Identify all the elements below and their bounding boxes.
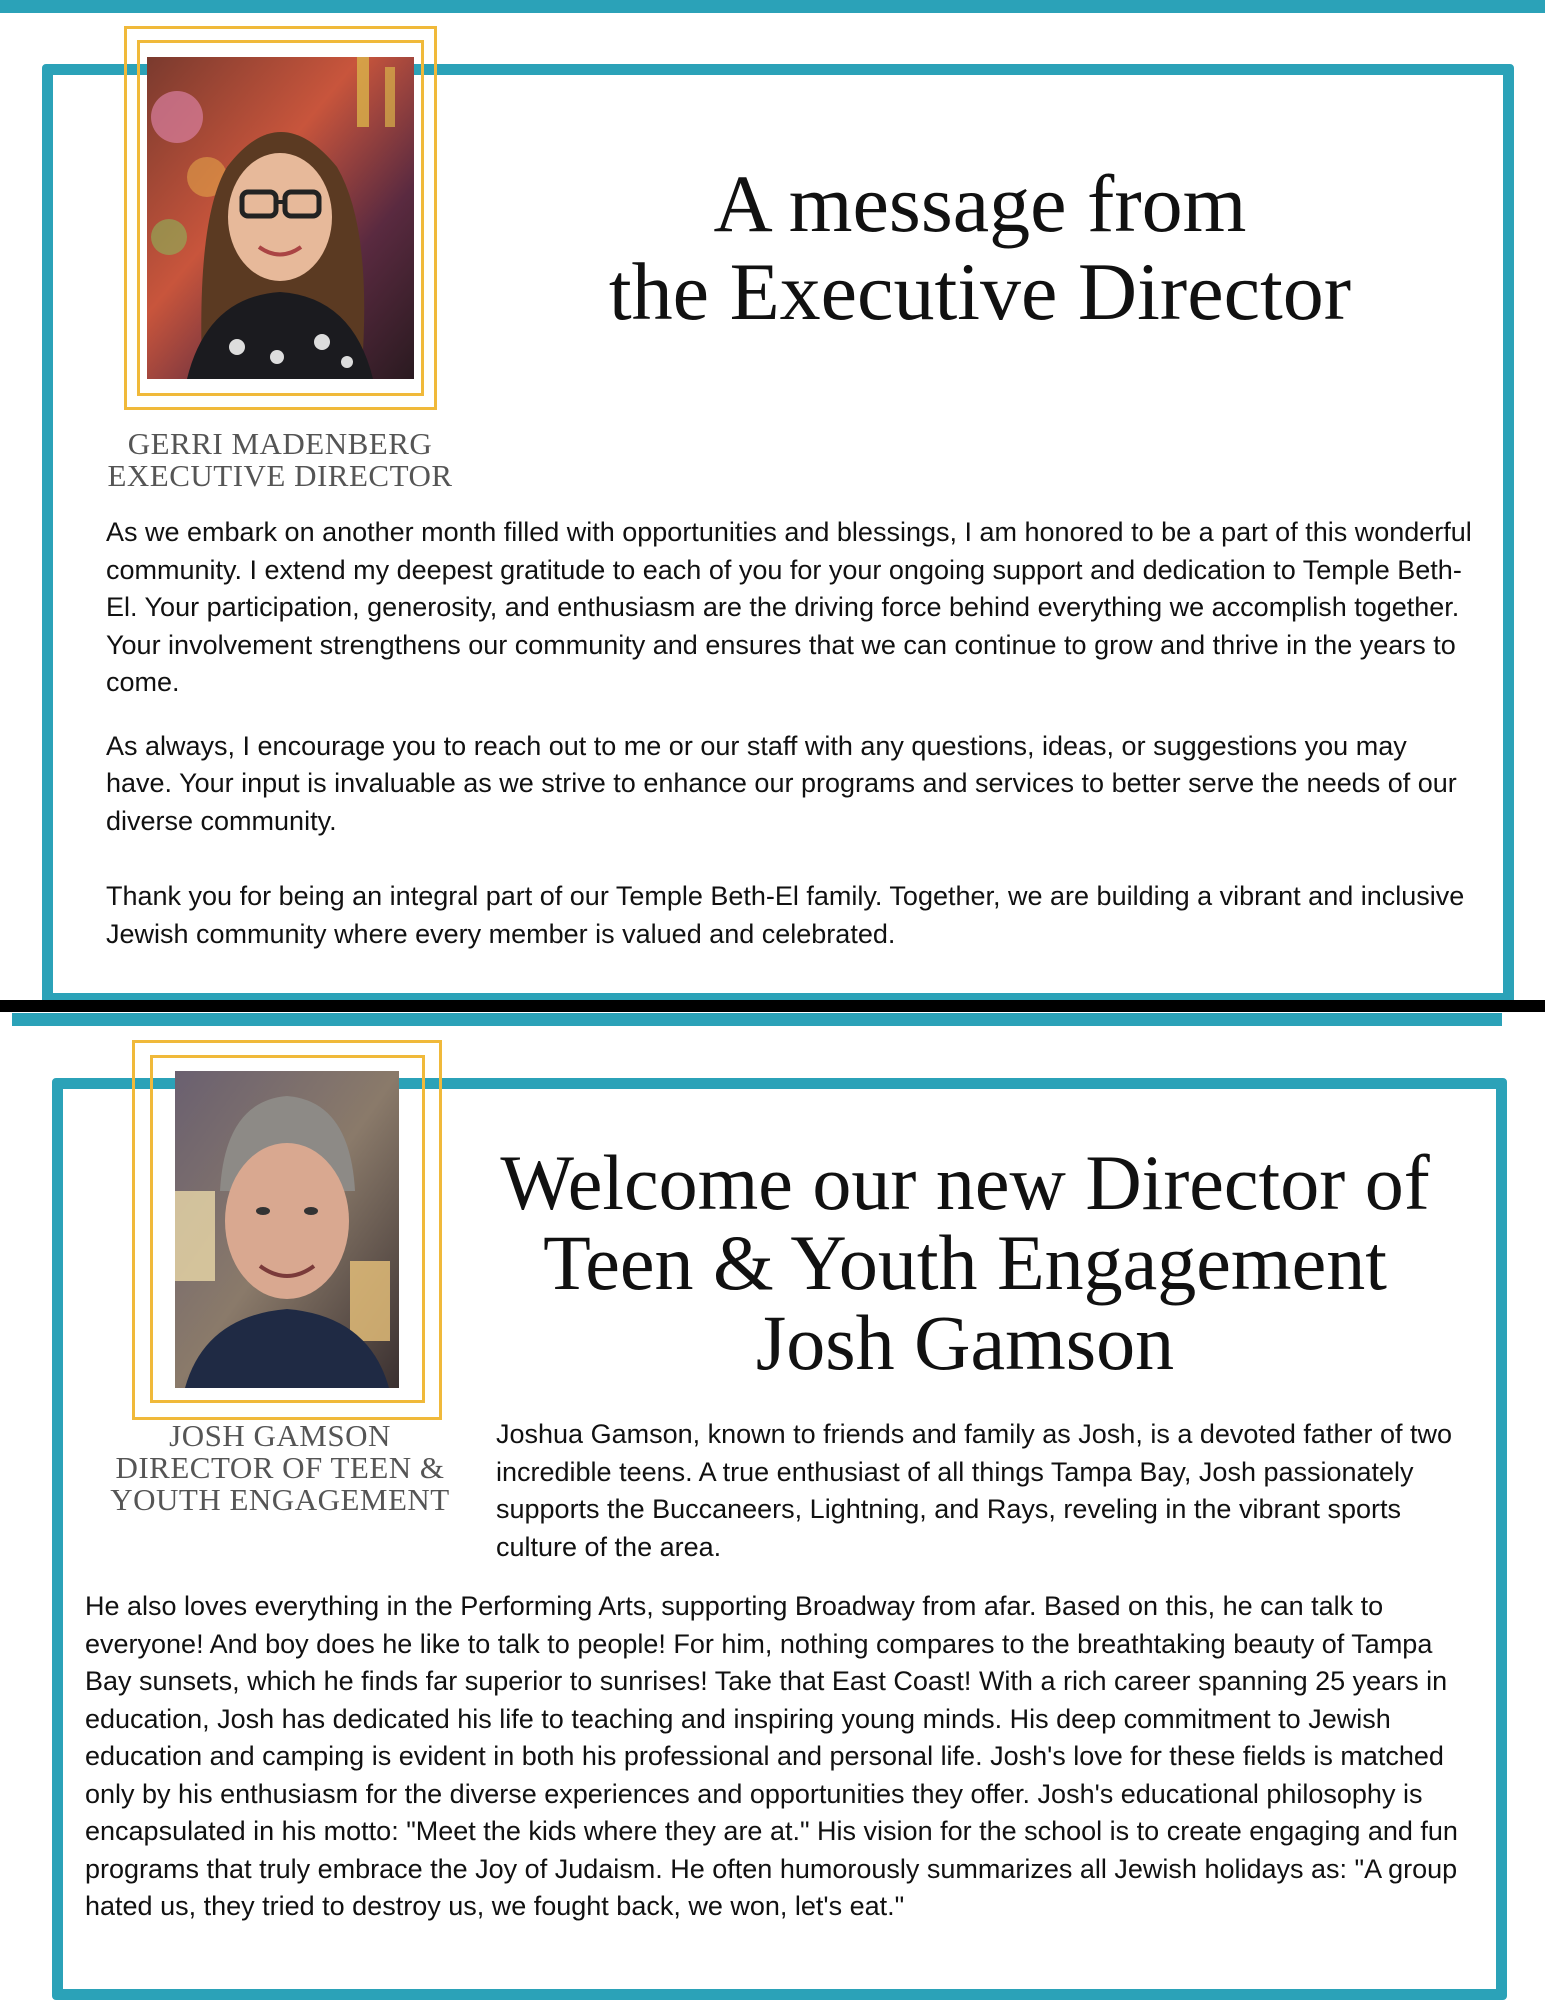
message-paragraph-1: As we embark on another month filled with opportunities and blessings, I am honored to be a part of this wonderful community. I extend my deepest gratitude to each of you for your ongoing support and dedication to Temple Beth-El. Your participation, generosity, and enthusiasm are the driving force behind everything we accomplish together. Your involvement strengthens our community and ensures that we can continue to grow and thrive in the years to come.: [106, 517, 1472, 697]
josh-bio-paragraph: He also loves everything in the Performing Arts, supporting Broadway from afar. Based on this, he can talk to everyone! And boy does he like to talk to people! For him, nothing compares to the breathtaking beauty of Tampa Bay sunsets, which he finds far superior to sunrises! Take that East Coast! With a rich career spanning 25 years in education, Josh has dedicated his life to teaching and inspiring young minds. His deep commitment to Jewish education and camping is evident in both his professional and personal life. Josh's love for these fields is matched only by his enthusiasm for the diverse experiences and opportunities they offer. Josh's educational philosophy is encapsulated in his motto: "Meet the kids where they are at." His vision for the school is to create engaging and fun programs that truly embrace the Joy of Judaism. He often humorously summarizes all Jewish holidays as: "A group hated us, they tried to destroy us, we fought back, we won, let's eat.": [85, 1591, 1458, 1921]
caption-name: GERRI MADENBERG: [127, 426, 433, 461]
caption-title: EXECUTIVE DIRECTOR: [107, 458, 453, 493]
welcome-heading-line-3: Josh Gamson: [755, 1299, 1175, 1386]
gerri-madenberg-photo: [147, 57, 414, 379]
heading-line-1: A message from: [713, 158, 1247, 249]
section-divider-accent: [12, 1013, 1502, 1026]
welcome-heading: [460, 1139, 1470, 1386]
josh-intro-paragraph: Joshua Gamson, known to friends and family as Josh, is a devoted father of two incredible teens. A true enthusiast of all things Tampa Bay, Josh passionately supports the Buccaneers, Lightning, and Rays, reveling in the vibrant sports culture of the area.: [496, 1419, 1453, 1562]
teen-youth-director-caption: [70, 1420, 490, 1516]
executive-message-body: [106, 514, 1474, 953]
section-divider: [0, 1000, 1545, 1012]
page-title: [500, 160, 1460, 336]
caption-title-line-1: DIRECTOR OF TEEN &: [115, 1450, 445, 1485]
caption-title-line-2: YOUTH ENGAGEMENT: [110, 1482, 450, 1517]
executive-director-caption: [60, 428, 500, 492]
message-paragraph-2: As always, I encourage you to reach out to me or our staff with any questions, ideas, or suggestions you may have. Your input is invaluable as we strive to enhance our programs and services to better serve the needs of our diverse community.: [106, 730, 1457, 836]
josh-gamson-photo: [175, 1071, 399, 1388]
welcome-heading-line-2: Teen & Youth Engagement: [543, 1219, 1387, 1306]
caption-name: JOSH GAMSON: [169, 1418, 391, 1453]
heading-line-2: the Executive Director: [608, 246, 1352, 337]
welcome-heading-line-1: Welcome our new Director of: [500, 1139, 1430, 1226]
message-paragraph-3: Thank you for being an integral part of our Temple Beth-El family. Together, we are building a vibrant and inclusive Jewish community where every member is valued and celebrated.: [106, 881, 1465, 949]
top-accent-bar: [0, 0, 1545, 13]
